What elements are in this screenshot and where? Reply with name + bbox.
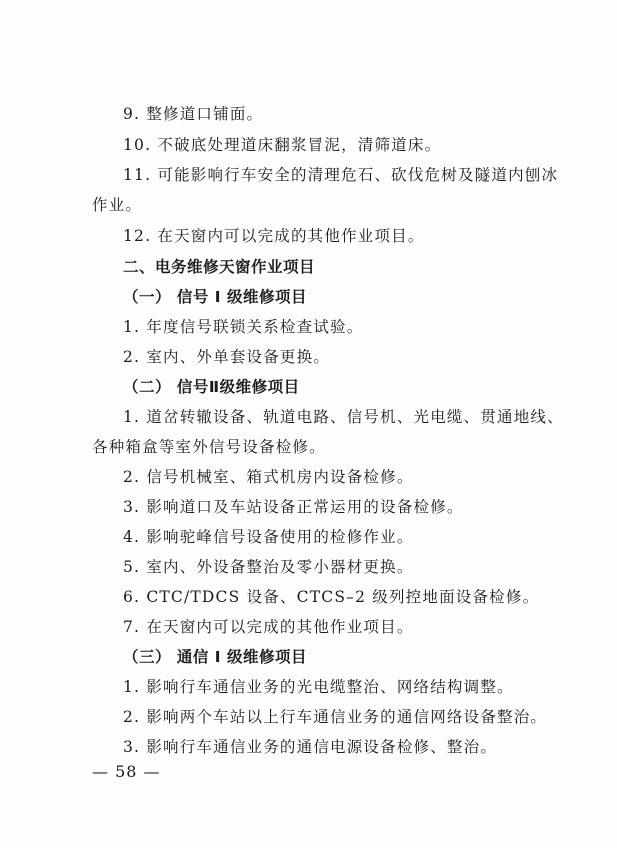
signal-2-item-6: 6. CTC/TDCS 设备、CTCS–2 级列控地面设备检修。 [123, 588, 540, 606]
page-number: — 58 — [92, 762, 161, 781]
comm-1-item-1: 1. 影响行车通信业务的光电缆整治、网络结构调整。 [123, 678, 514, 696]
signal-2-item-5: 5. 室内、外设备整治及零小器材更换。 [123, 558, 414, 576]
subsection-heading-signal-2: （二） 信号Ⅱ级维修项目 [123, 378, 300, 396]
signal-2-item-1-continuation: 各种箱盒等室外信号设备检修。 [92, 438, 326, 456]
paragraph-item-11: 11. 可能影响行车安全的清理危石、砍伐危树及隧道内刨冰 [123, 166, 559, 184]
signal-2-item-7: 7. 在天窗内可以完成的其他作业项目。 [123, 618, 414, 636]
signal-2-item-3: 3. 影响道口及车站设备正常运用的设备检修。 [123, 498, 464, 516]
paragraph-item-10: 10. 不破底处理道床翻浆冒泥，清筛道床。 [123, 136, 442, 154]
signal-1-item-1: 1. 年度信号联锁关系检查试验。 [123, 318, 364, 336]
signal-2-item-4: 4. 影响驼峰信号设备使用的检修作业。 [123, 528, 414, 546]
paragraph-item-12: 12. 在天窗内可以完成的其他作业项目。 [123, 227, 425, 245]
section-heading-2: 二、电务维修天窗作业项目 [123, 258, 316, 276]
paragraph-item-9: 9. 整修道口铺面。 [123, 105, 264, 123]
subsection-heading-signal-1: （一） 信号 I 级维修项目 [123, 288, 307, 306]
signal-2-item-1: 1. 道岔转辙设备、轨道电路、信号机、光电缆、贯通地线、 [123, 408, 564, 426]
paragraph-item-11-continuation: 作业。 [92, 196, 143, 214]
comm-1-item-2: 2. 影响两个车站以上行车通信业务的通信网络设备整治。 [123, 708, 548, 726]
subsection-heading-comm-1: （三） 通信 I 级维修项目 [123, 648, 307, 666]
comm-1-item-3: 3. 影响行车通信业务的通信电源设备检修、整治。 [123, 738, 498, 756]
signal-2-item-2: 2. 信号机械室、箱式机房内设备检修。 [123, 468, 414, 486]
signal-1-item-2: 2. 室内、外单套设备更换。 [123, 348, 331, 366]
